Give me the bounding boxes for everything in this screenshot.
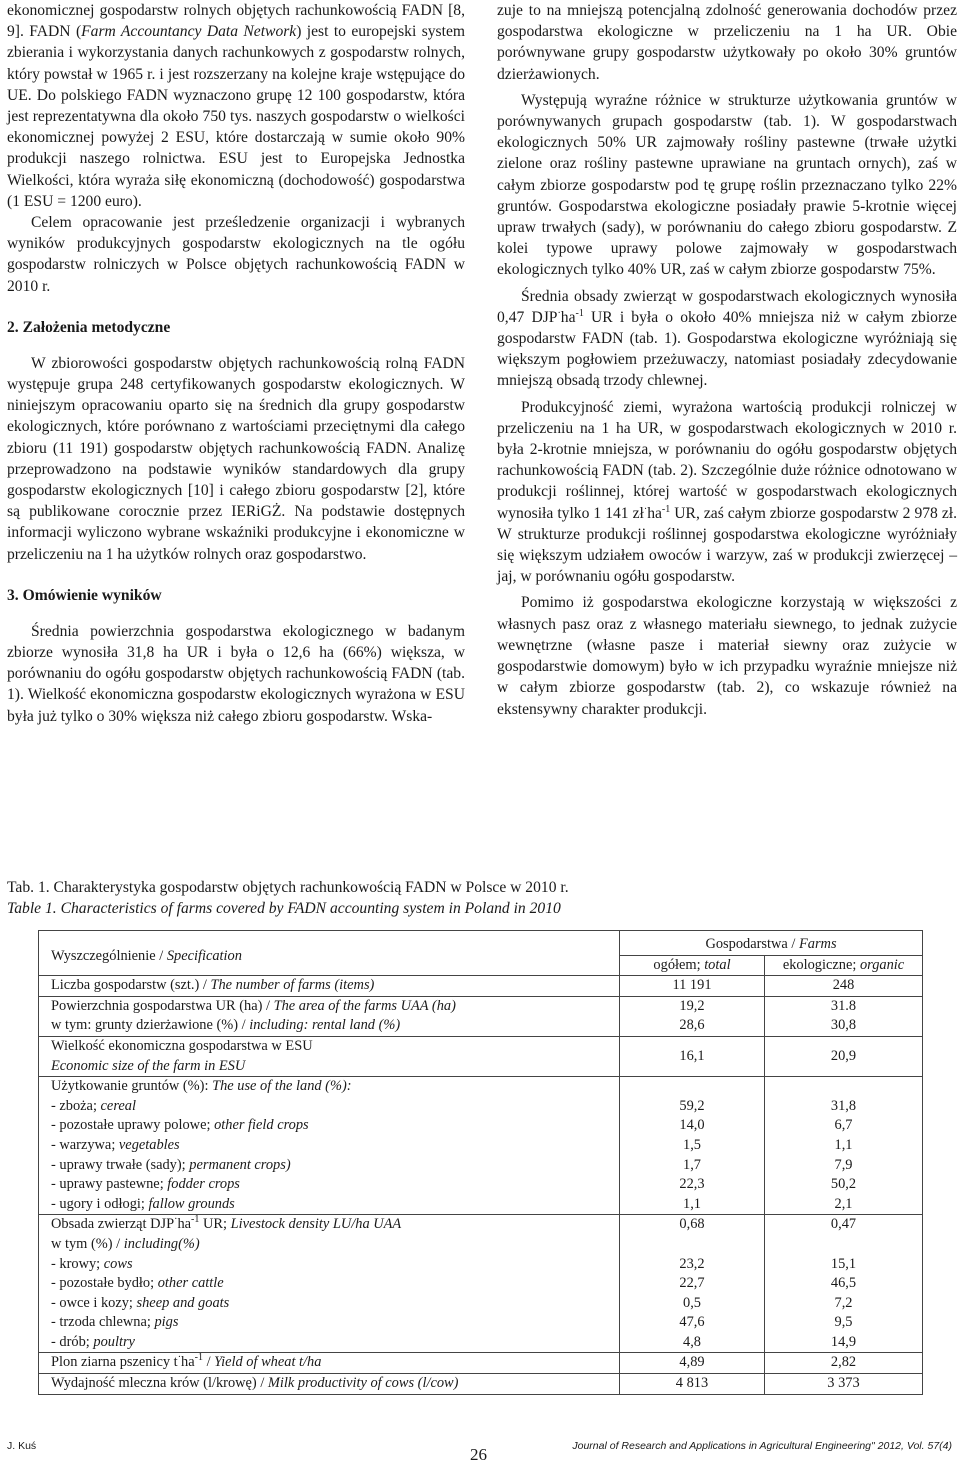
land-use-paragraph: Występują wyraźne różnice w strukturze użytkowania gruntów w porównywanych grupach gospodarstw (tab. 1). W gospodarstwach ekologicznych 50% UR zajmowały rośliny pastewne (trwałe użytki zielone oraz rośliny pastewne uprawiane na gruntach ornych), zaś w całym zbiorze gospodarstw pod tę grupę roślin przeznaczano tylko 22% gruntów. Gospodarstwa ekologiczne posiadały prawie 5-krotnie więcej upraw trwałych (sady), w porównaniu do całego zbioru gospodarstw. Z kolei typowe uprawy polowe zajmowały w gospodarstwach ekologicznych tylko 40% UR, zaś w całym zbiorze gospodarstw 75%. <box>497 91 957 279</box>
farms-group-header: Gospodarstwa / Farms <box>620 931 923 956</box>
left-column <box>7 0 465 727</box>
table-row: Wydajność mleczna krów (l/krowę) / Milk productivity of cows (l/cow) 4 813 3 373 <box>39 1374 923 1395</box>
livestock-paragraph: Średnia obsady zwierząt w gospodarstwach ekologicznych wynosiła 0,47 $DJP^\cdot ha^{-1}$ UR i była o około 40% mniejsza niż w całym zbiorze gospodarstw FADN (tab. 1). Gospodarstwa ekologiczne wyróżniają się większym pogłowiem przeżuwaczy, natomiast posiadały zdecydowanie mniejszą obsadą trzody chlewnej. <box>497 287 957 390</box>
page-number: 26 <box>470 1445 487 1464</box>
organic-header: ekologiczne; organic <box>765 955 923 976</box>
farm-characteristics-table <box>38 930 923 1395</box>
feed-paragraph: Pomimo iż gospodarstwa ekologiczne korzystają w większości z własnych pasz oraz z własnego materiału siewnego, to jednak zużycie wewnętrzne (własne pasze i materiał siewny oraz zużycie w gospodarstwie domowym) było w ich przypadku wyraźnie mniejsze niż w całym zbiorze gospodarstw (tab. 2), co wskazuje również na ekstensywny charakter produkcji. <box>497 594 957 718</box>
intro-paragraph: ekonomicznej gospodarstw rolnych objętych rachunkowością FADN [8, 9]. FADN (Farm Accountancy Data Network) jest to europejski system zbierania i wykorzystania danych rachunkowych z gospodarstw rolnych, który powstał w 1965 r. i jest rozszerzany na kolejne kraje wstępujące do UE. Do polskiego FADN wyznaczono grupę 12 100 gospodarstw, która jest reprezentatywna dla około 750 tys. naszych gospodarstw o wielkości ekonomicznej powyżej 2 ESU, które dostarczają w sumie około 90% produkcji naszego rolnictwa. ESU jest to Europejska Jednostka Wielkości, która wyraża siłę ekonomiczną (dochodowość) gospodarstwa (1 ESU = 1200 euro). <box>7 2 466 210</box>
spec-header: Wyszczególnienie / Specification <box>39 931 620 976</box>
table-row: Plon ziarna pszenicy $t^\cdot ha^{-1}$ / Yield of wheat t/ha 4,89 2,82 <box>39 1353 923 1374</box>
footer-journal: Journal of Research and Applications in Agricultural Engineering" 2012, Vol. 57(4) <box>572 1440 952 1452</box>
table-row: Wielkość ekonomiczna gospodarstwa w ESU Economic size of the farm in ESU 16,1 20,9 <box>39 1036 923 1076</box>
table-caption-pl: Tab. 1. Charakterystyka gospodarstw objętych rachunkowością FADN w Polsce w 2010 r. <box>7 879 569 896</box>
table-row: Użytkowanie gruntów (%): The use of the land (%): - zboża; cereal - pozostałe uprawy polowe; other field crops - warzywa; vegetables - uprawy trwałe (sady); permanent crops) - uprawy pastewne; fodder crops - ugory i odłogi; fallow grounds 59,2 14,0 1,5 1,7 22,3 1,1 31,8 6,7 1,1 7,9 50,2 2,1 <box>39 1077 923 1215</box>
table-header-row <box>39 931 923 956</box>
section-3-heading: 3. Omówienie wyników <box>7 586 162 604</box>
table-row: Obsada zwierząt $DJP^\cdot ha^{-1}$ UR; Livestock density LU/ha UAA w tym (%) / including(%) - krowy; cows - pozostałe bydło; other cattle - owce i kozy; sheep and goats - trzoda chlewna; pigs - drób; poultry 0,68 23,2 22,7 0,5 47,6 4,8 0,47 15,1 46,5 7,2 9,5 14,9 <box>39 1215 923 1353</box>
footer-author: J. Kuś <box>7 1440 37 1452</box>
right-column <box>497 0 957 720</box>
table-row: Liczba gospodarstw (szt.) / The number of farms (items) 11 191 248 <box>39 976 923 997</box>
table-caption-en: Table 1. Characteristics of farms covered by FADN accounting system in Poland in 2010 <box>7 900 561 917</box>
results-paragraph: Średnia powierzchnia gospodarstwa ekologicznego w badanym zbiorze wynosiła 31,8 ha UR i była o 12,6 ha (66%) większa, w porównaniu do ogółu gospodarstw objętych rachunkowością FADN (tab. 1). Wielkość ekonomiczna gospodarstw ekologicznych wyrażona w ESU była już tylko o 30% większa niż całego zbioru gospodarstw. Wska- <box>7 622 465 725</box>
methods-paragraph: W zbiorowości gospodarstw objętych rachunkowością rolną FADN występuje grupa 248 certyfikowanych gospodarstw ekologicznych. W niniejszym opracowaniu oparto się na średnich dla grupy gospodarstw ekologicznych, które porównano z wartościami przeciętnymi dla całego zbioru (11 191) gospodarstw objętych rachunkowością FADN. Analizę przeprowadzono na podstawie wyników standardowych dla grupy gospodarstw ekologicznych [10] i całego zbioru gospodarstw [2], które są publikowane corocznie przez IERiGŻ. Na podstawie dostępnych informacji wyliczono wybrane wskaźniki produkcyjne i ekonomiczne w przeliczeniu na 1 ha użytków rolnych oraz gospodarstwo. <box>7 354 465 563</box>
aim-paragraph: Celem opracowanie jest prześledzenie organizacji i wybranych wyników produkcyjnych gospodarstw ekologicznych na tle ogółu gospodarstw rolniczych w Polsce objętych rachunkowością FADN w 2010 r. <box>7 214 465 295</box>
results-continued-paragraph: zuje to na mniejszą potencjalną zdolność generowania dochodów przez gospodarstwa ekologiczne w przeliczeniu na 1 ha UR. Obie porównywane grupy gospodarstw użytkowały po około 30% gruntów dzierżawionych. <box>497 2 957 83</box>
section-2-heading: 2. Założenia metodyczne <box>7 318 171 336</box>
table-row: Powierzchnia gospodarstwa UR (ha) / The area of the farms UAA (ha) w tym: grunty dzierżawione (%) / including: rental land (%) 19,2 28,6 31.8 30,8 <box>39 996 923 1036</box>
total-header: ogółem; total <box>620 955 765 976</box>
productivity-paragraph: Produkcyjność ziemi, wyrażona wartością produkcji rolniczej w przeliczeniu na 1 ha UR, w gospodarstwach ekologicznych w 2010 r. była 2-krotnie mniejsza, w porównaniu do ogółu gospodarstw objętych rachunkowością FADN (tab. 2). Szczególnie duże różnice odnotowano w produkcji roślinnej, której wartość w gospodarstwach ekologicznych wynosiła tylko 1 141 $zł^\cdot ha^{-1}$ UR, zaś całym zbiorze gospodarstw 2 978 zł. W strukturze produkcji roślinnej gospodarstwa ekologiczne wyróżniały się większym udziałem owoców i warzyw, zaś w produkcji zwierzęcej – jaj, w porównaniu ogółu gospodarstw. <box>497 398 957 586</box>
